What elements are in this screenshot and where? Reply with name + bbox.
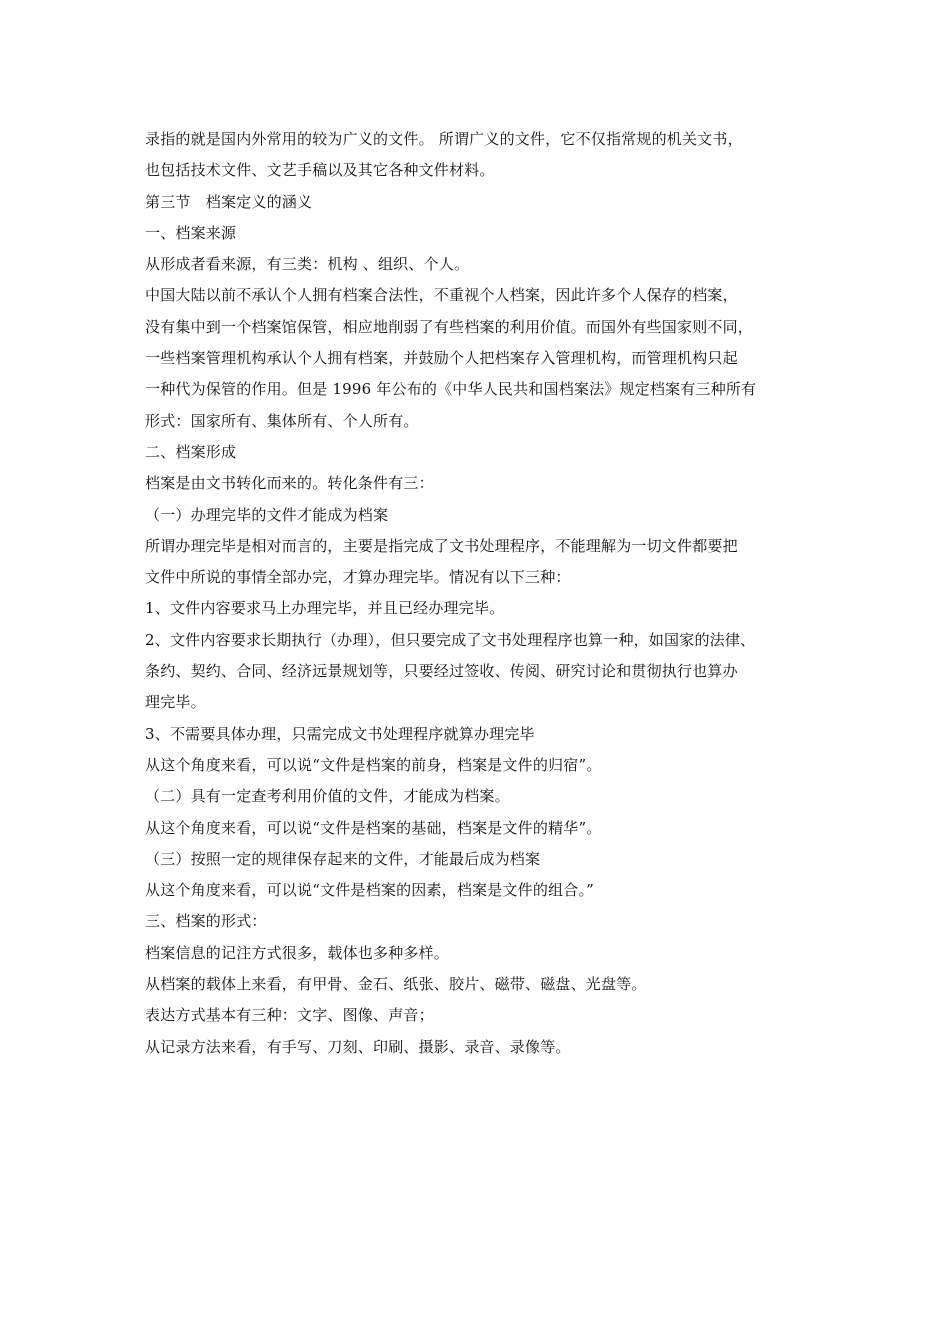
text-line: 从这个角度来看，可以说“文件是档案的基础，档案是文件的精华”。 — [145, 818, 602, 837]
text-line: 从这个角度来看，可以说“文件是档案的前身，档案是文件的归宿”。 — [145, 755, 602, 774]
text-line: 也包括技术文件、文艺手稿以及其它各种文件材料。 — [145, 161, 495, 180]
text-line: 没有集中到一个档案馆保管，相应地削弱了有些档案的利用价值。而国外有些国家则不同， — [145, 317, 754, 336]
text-line: 所谓办理完毕是相对而言的，主要是指完成了文书处理程序，不能理解为一切文件都要把 — [145, 536, 738, 555]
text-line: 文件中所说的事情全部办完，才算办理完毕。情况有以下三种： — [145, 568, 571, 587]
list-heading: （一）办理完毕的文件才能成为档案 — [145, 505, 389, 524]
text-line: 一种代为保管的作用。但是 1996 年公布的《中华人民共和国档案法》规定档案有三种所有 — [145, 380, 757, 399]
text-line: 从形成者看来源，有三类：机构 、组织、个人。 — [145, 255, 470, 274]
section-heading: 第三节 档案定义的涵义 — [145, 192, 313, 211]
list-item: 2、文件内容要求长期执行（办理），但只要完成了文书处理程序也算一种，如国家的法律、 — [145, 630, 756, 649]
list-heading: （三）按照一定的规律保存起来的文件，才能最后成为档案 — [145, 849, 541, 868]
list-item: 1、文件内容要求马上办理完毕，并且已经办理完毕。 — [145, 599, 505, 618]
document-body — [145, 124, 825, 1063]
subsection-heading: 一、档案来源 — [145, 223, 237, 242]
text-line: 从档案的载体上来看，有甲骨、金石、纸张、胶片、磁带、磁盘、光盘等。 — [145, 975, 647, 994]
subsection-heading: 二、档案形成 — [145, 442, 237, 461]
list-item: 3、不需要具体办理，只需完成文书处理程序就算办理完毕 — [145, 724, 535, 743]
subsection-heading: 三、档案的形式： — [145, 912, 267, 931]
text-line: 一些档案管理机构承认个人拥有档案，并鼓励个人把档案存入管理机构，而管理机构只起 — [145, 349, 738, 368]
text-line: 理完毕。 — [145, 693, 206, 712]
text-line: 中国大陆以前不承认个人拥有档案合法性，不重视个人档案，因此许多个人保存的档案， — [145, 286, 738, 305]
text-line: 从记录方法来看，有手写、刀刻、印刷、摄影、录音、录像等。 — [145, 1037, 571, 1056]
text-line: 从这个角度来看，可以说“文件是档案的因素，档案是文件的组合。” — [145, 881, 595, 900]
text-line: 档案信息的记注方式很多，载体也多种多样。 — [145, 943, 450, 962]
text-line: 录指的就是国内外常用的较为广义的文件。 所谓广义的文件，它不仅指常规的机关文书， — [145, 130, 743, 148]
text-line: 条约、契约、合同、经济远景规划等，只要经过签收、传阅、研究讨论和贯彻执行也算办 — [145, 662, 738, 681]
text-line: 形式：国家所有、集体所有、个人所有。 — [145, 411, 419, 430]
text-line: 表达方式基本有三种：文字、图像、声音； — [145, 1006, 434, 1025]
text-line: 档案是由文书转化而来的。转化条件有三： — [145, 474, 434, 493]
list-heading: （二）具有一定查考利用价值的文件，才能成为档案。 — [145, 787, 510, 806]
